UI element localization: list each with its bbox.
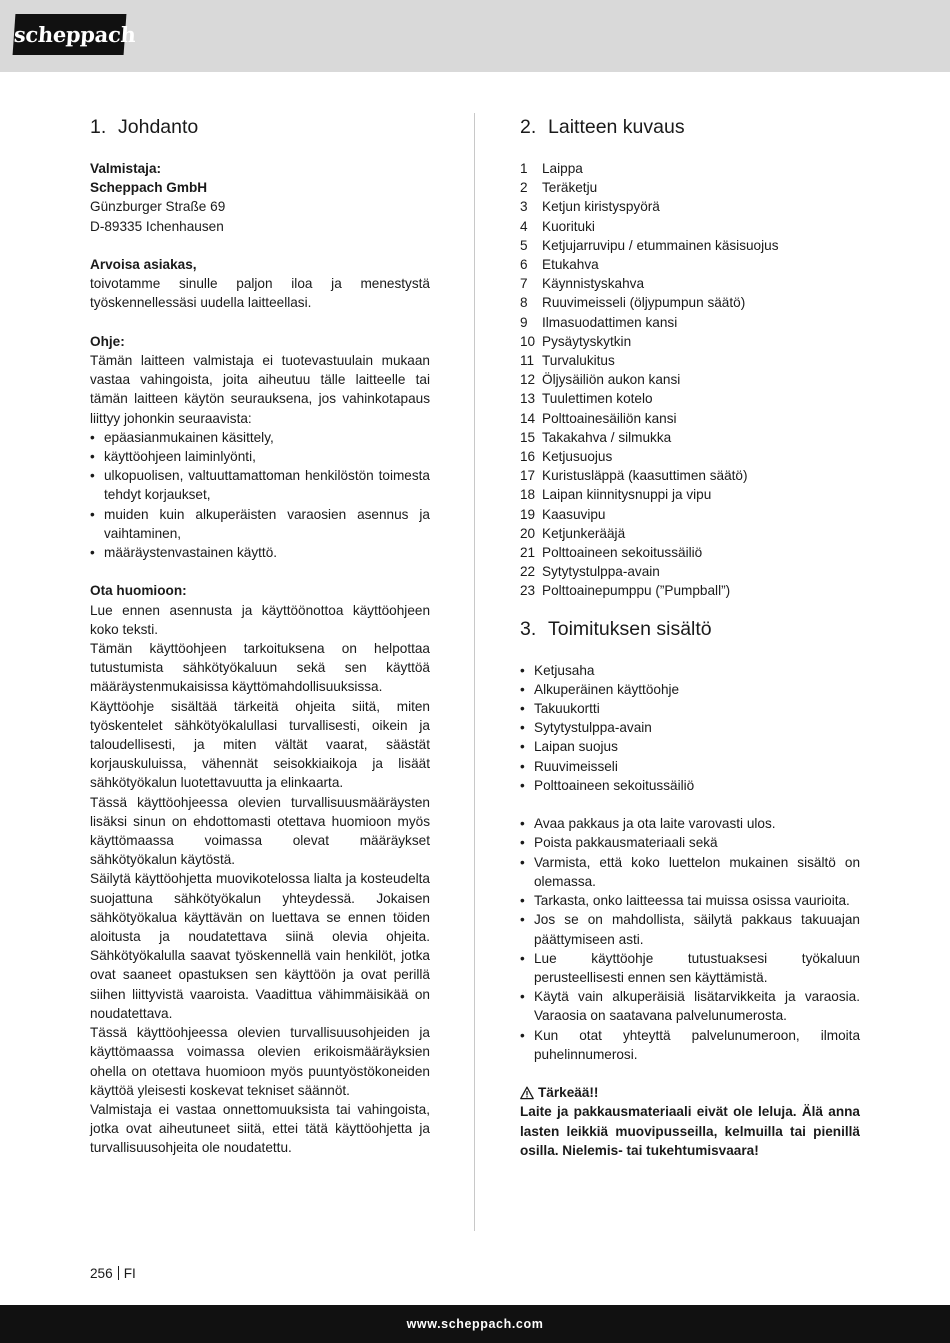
parts-list-item	[520, 217, 860, 236]
part-label: Ilmasuodattimen kansi	[542, 314, 678, 330]
part-label: Kuristusläppä (kaasuttimen säätö)	[542, 468, 748, 484]
part-label: Teräketju	[542, 180, 598, 196]
part-label: Kuorituki	[542, 218, 595, 234]
manufacturer-block	[90, 159, 430, 236]
part-number: 7	[520, 276, 528, 292]
part-number: 9	[520, 314, 528, 330]
attention-paragraph: Tämän käyttöohjeen tarkoituksena on helpottaa tutustumista sähkötyökaluun sekä sen käyttöä määräystenmukaisissa käyttömahdollisuuksissa.	[90, 641, 430, 695]
parts-list-item	[520, 466, 860, 485]
parts-list-item	[520, 159, 860, 178]
section-heading-contents: 3. Toimituksen sisältö	[520, 617, 712, 640]
manufacturer-label: Valmistaja:	[90, 161, 162, 176]
warning-title: Tärkeää!!	[520, 1083, 860, 1102]
part-number: 21	[520, 545, 536, 561]
part-label: Öljysäiliön aukon kansi	[542, 372, 681, 388]
list-item: • muiden kuin alkuperäisten varaosien asennus ja vaihtaminen,	[90, 505, 430, 543]
parts-list-item	[520, 485, 860, 504]
website-url: www.scheppach.com	[406, 1317, 544, 1331]
warning-text: Laite ja pakkausmateriaali eivät ole leluja. Älä anna lasten leikkiä muovipusseilla, kelmuilla tai pienillä osilla. Nielemis- tai tukehtumisvaara!	[520, 1104, 860, 1158]
part-label: Laipan kiinnitysnuppi ja vipu	[542, 487, 712, 503]
list-item: • Alkuperäinen käyttöohje	[520, 680, 860, 699]
list-item: • Laipan suojus	[520, 737, 860, 756]
part-label: Käynnistyskahva	[542, 276, 645, 292]
parts-list-item	[520, 543, 860, 562]
attention-paragraph: Lue ennen asennusta ja käyttöönottoa käyttöohjeen koko teksti.	[90, 602, 430, 637]
note-title: Ohje:	[90, 333, 125, 349]
attention-paragraph: Tässä käyttöohjeessa olevien turvallisuusohjeiden ja käyttömaassa voimassa olevien erikoismääräyksien ohella on otettava huomioon myös puuntyöstökoneiden käyttöä yleisesti koskevat tekniset säännöt.	[90, 1025, 430, 1098]
parts-list-item	[520, 197, 860, 216]
footer-separator	[118, 1266, 119, 1280]
header-band	[0, 0, 950, 72]
part-number: 18	[520, 487, 536, 503]
part-number: 4	[520, 218, 528, 234]
parts-list-item	[520, 255, 860, 274]
part-label: Turvalukitus	[542, 353, 615, 369]
list-item: • ulkopuolisen, valtuuttamattoman henkilöstön toimesta tehdyt korjaukset,	[90, 466, 430, 504]
part-label: Kaasuvipu	[542, 506, 606, 522]
list-item: • Ruuvimeisseli	[520, 757, 860, 776]
parts-list-item	[520, 389, 860, 408]
part-number: 3	[520, 199, 528, 215]
greeting-text: toivotamme sinulle paljon iloa ja menestystä työskennellessäsi uudella laitteellasi.	[90, 276, 430, 311]
part-number: 8	[520, 295, 528, 311]
warning-triangle-icon	[520, 1086, 534, 1100]
part-number: 20	[520, 525, 536, 541]
attention-paragraph: Säilytä käyttöohjetta muovikotelossa lialta ja kosteudelta suojattuna sähkötyökalun yhteydessä. Jokaisen sähkötyökalua käyttävän on luettava se ennen töiden aloitusta ja noudatettava siinä olevia ohjeita. Sähkötyökalulla saavat työskennellä vain henkilöt, jotka ovat saaneet opastuksen sen käyttöön ja ovat perillä siihen liittyvistä vaaroista. Vaadittua vähimmäisikää on noudatettava.	[90, 871, 430, 1021]
part-label: Etukahva	[542, 257, 599, 273]
parts-list-item	[520, 524, 860, 543]
parts-list-item	[520, 562, 860, 581]
part-label: Ruuvimeisseli (öljypumpun säätö)	[542, 295, 746, 311]
brand-logo: scheppach	[13, 14, 127, 55]
parts-list-item	[520, 370, 860, 389]
list-item: • epäasianmukainen käsittely,	[90, 428, 430, 447]
parts-list-item	[520, 313, 860, 332]
attention-paragraph: Tässä käyttöohjeessa olevien turvallisuusmääräysten lisäksi sinun on ehdottomasti otettava huomioon myös käyttömaassa voimassa olevat määräykset sähkötyökalun käytöstä.	[90, 794, 430, 868]
left-column	[90, 114, 430, 1158]
parts-list-item	[520, 293, 860, 312]
attention-paragraph: Valmistaja ei vastaa onnettomuuksista tai vahingoista, jotka ovat aiheutuneet siitä, ettei tätä käyttöohjetta ja turvallisuusohjeita ole noudatettu.	[90, 1101, 430, 1156]
part-number: 17	[520, 468, 536, 484]
manufacturer-street: Günzburger Straße 69	[90, 199, 226, 215]
list-item: • Jos se on mahdollista, säilytä pakkaus takuuajan päättymiseen asti.	[520, 910, 860, 948]
list-item: • Sytytystulppa-avain	[520, 718, 860, 737]
part-number: 14	[520, 410, 536, 426]
part-number: 12	[520, 372, 536, 388]
website-band	[0, 1305, 950, 1343]
greeting-title: Arvoisa asiakas,	[90, 257, 197, 272]
list-item: • Tarkasta, onko laitteessa tai muissa osissa vaurioita.	[520, 891, 860, 910]
part-number: 22	[520, 564, 536, 580]
parts-list-item	[520, 505, 860, 524]
parts-list-item	[520, 409, 860, 428]
parts-list-item	[520, 428, 860, 447]
note-text: Tämän laitteen valmistaja ei tuotevastuulain mukaan vastaa vahingoista, joita aiheutuu tälle laitteelle tai tämän laitteen käytön seurauksena, jos vahinkotapaus liittyy johonkin seuraavista:	[90, 353, 430, 426]
delivery-contents-list	[520, 661, 860, 795]
parts-list-item	[520, 332, 860, 351]
part-label: Polttoaineen sekoitussäiliö	[542, 545, 703, 561]
parts-list-item	[520, 447, 860, 466]
language-code: FI	[123, 1266, 136, 1281]
manufacturer-city: D-89335 Ichenhausen	[90, 218, 224, 234]
part-number: 16	[520, 449, 536, 465]
part-label: Ketjunkerääjä	[542, 525, 626, 541]
list-item: • Avaa pakkaus ja ota laite varovasti ulos.	[520, 814, 860, 833]
parts-list-item	[520, 178, 860, 197]
parts-list-item	[520, 351, 860, 370]
page-footer	[90, 1264, 136, 1283]
part-number: 10	[520, 333, 536, 349]
list-item: • Ketjusaha	[520, 661, 860, 680]
part-label: Ketjun kiristyspyörä	[542, 199, 660, 215]
manufacturer-name: Scheppach GmbH	[90, 180, 208, 196]
part-number: 23	[520, 583, 536, 599]
note-bullet-list	[90, 428, 430, 562]
attention-paragraph: Käyttöohje sisältää tärkeitä ohjeita siitä, miten työskentelet sähkötyökalullasi turvallisesti, oikein ja taloudellisesti, ja miten vältät vaarat, säästät korjauskuluissa, vähennät seisokkiaikoja ja lisäät sähkötyökalun luotettavuutta ja elinkaarta.	[90, 698, 430, 791]
part-number: 2	[520, 180, 528, 196]
part-number: 11	[520, 353, 535, 369]
part-label: Pysäytyskytkin	[542, 333, 632, 349]
list-item: • Varmista, että koko luettelon mukainen sisältö on olemassa.	[520, 853, 860, 891]
list-item: • Takuukortti	[520, 699, 860, 718]
section-heading-description: 2. Laitteen kuvaus	[520, 116, 685, 138]
unpacking-steps-list	[520, 814, 860, 1064]
list-item: • Käytä vain alkuperäisiä lisätarvikkeita ja varaosia. Varaosia on saatavana palvelunumerosta.	[520, 987, 860, 1025]
part-number: 13	[520, 391, 536, 407]
part-label: Sytytystulppa-avain	[542, 564, 660, 580]
list-item: • Polttoaineen sekoitussäiliö	[520, 776, 860, 795]
part-number: 19	[520, 506, 536, 522]
section-heading-intro: 1. Johdanto	[90, 116, 199, 138]
list-item: • Kun otat yhteyttä palvelunumeroon, ilmoita puhelinnumerosi.	[520, 1026, 860, 1064]
part-label: Ketjusuojus	[542, 449, 613, 465]
list-item: • määräystenvastainen käyttö.	[90, 543, 430, 562]
part-label: Ketjujarruvipu / etummainen käsisuojus	[542, 237, 779, 253]
parts-list-item	[520, 581, 860, 600]
attention-title: Ota huomioon:	[90, 583, 187, 599]
list-item: • Poista pakkausmateriaali sekä	[520, 833, 860, 852]
parts-list-item	[520, 236, 860, 255]
part-number: 5	[520, 237, 528, 253]
right-column	[520, 114, 860, 1160]
part-number: 1	[520, 161, 528, 176]
list-item: • Lue käyttöohje tutustuaksesi työkaluun perusteellisesti ennen sen käyttämistä.	[520, 949, 860, 987]
page-number: 256	[90, 1266, 113, 1281]
parts-list-item	[520, 274, 860, 293]
parts-list	[520, 159, 860, 601]
column-divider	[474, 113, 475, 1231]
list-item: • käyttöohjeen laiminlyönti,	[90, 447, 430, 466]
part-label: Polttoainesäiliön kansi	[542, 410, 677, 426]
part-number: 6	[520, 257, 528, 273]
part-label: Tuulettimen kotelo	[542, 391, 653, 407]
part-label: Takakahva / silmukka	[542, 429, 672, 445]
part-label: Polttoainepumppu (”Pumpball”)	[542, 583, 731, 599]
part-label: Laippa	[542, 161, 583, 176]
part-number: 15	[520, 429, 536, 445]
